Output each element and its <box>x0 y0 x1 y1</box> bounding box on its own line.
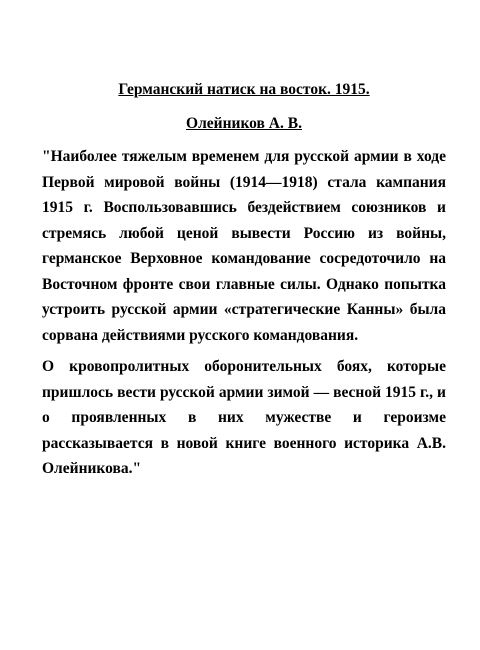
document-author: Олейников А. В. <box>186 115 302 132</box>
document-title: Германский натиск на восток. 1915. <box>118 81 370 98</box>
body-paragraph: "Наиболее тяжелым временем для русской армии в ходе Первой мировой войны (1914—1918) стала кампания 1915 г. Воспользовавшись бездействием союзников и стремясь любой ценой вывести Россию из войны, германское Верховное командование сосредоточило на Восточном фронте свои главные силы. Однако попытка устроить русской армии «стратегические Канны» была сорвана действиями русского командования. <box>42 148 446 344</box>
body-paragraph: О кровопролитных оборонительных боях, которые пришлось вести русской армии зимой — весной 1915 г., и о проявленных в них мужестве и героизме рассказывается в новой книге военного историка А.В. Олейникова." <box>42 358 446 477</box>
document-page <box>42 80 446 488</box>
